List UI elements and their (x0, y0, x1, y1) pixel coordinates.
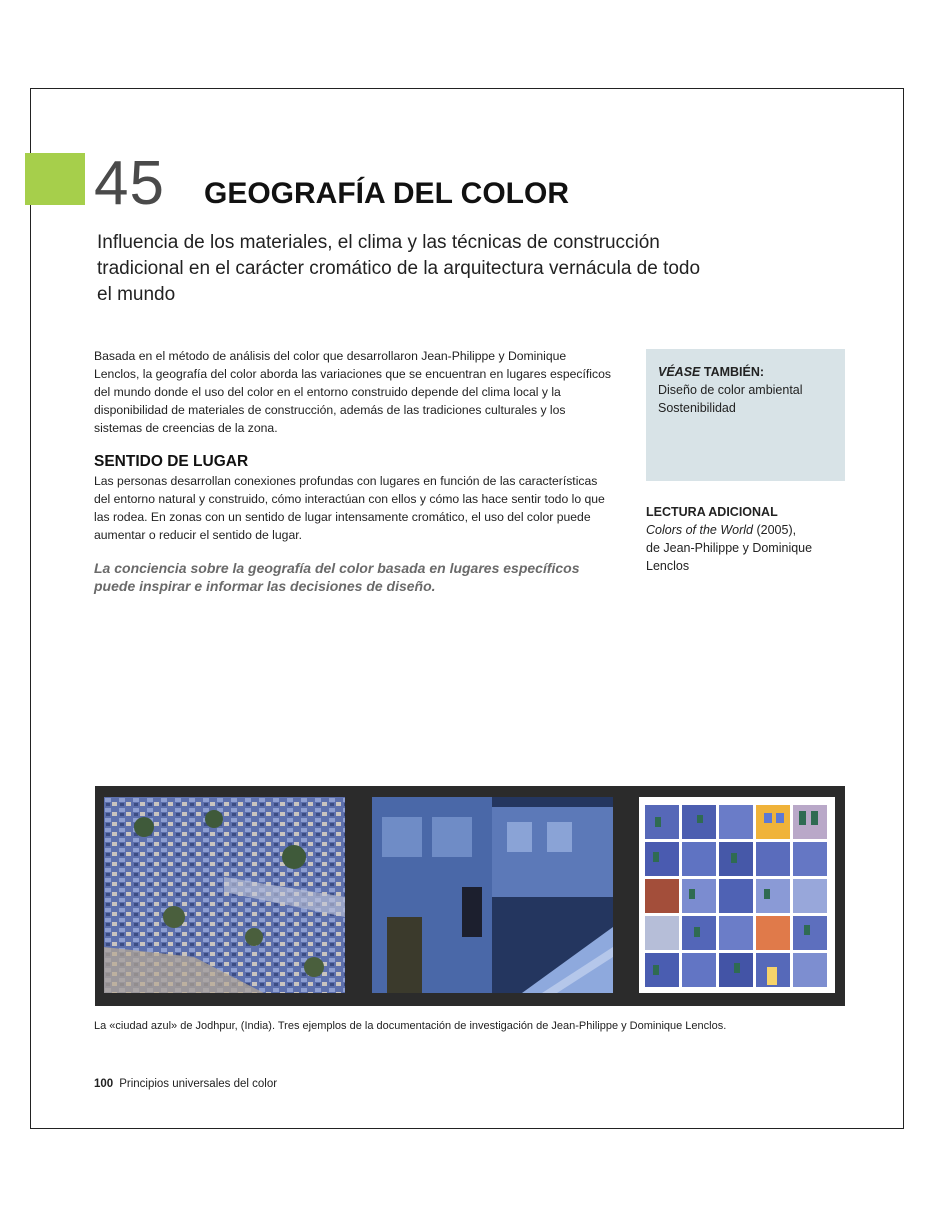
see-also-item: Diseño de color ambiental (658, 383, 803, 397)
running-title: Principios universales del color (119, 1078, 278, 1090)
chapter-subtitle: Influencia de los materiales, el clima y las técnicas de construcción tradicional en el carácter cromático de la arquitectura vernácula de todo el mundo (97, 232, 701, 305)
reading-authors: de Jean-Philippe y Dominique Lenclos (646, 541, 813, 573)
color-swatch-grid (639, 797, 835, 993)
pull-quote: La conciencia sobre la geografía del color basada en lugares específicos puede inspirar e informar las decisiones de diseño. (94, 560, 580, 594)
reading-book-title: Colors of the World (646, 523, 753, 537)
photo-gallery (95, 786, 845, 1006)
chapter-color-tab (25, 153, 85, 205)
blue-street-photo (372, 797, 613, 993)
reading-year: (2005), (756, 523, 797, 537)
further-reading (646, 503, 846, 575)
intro-paragraph: Basada en el método de análisis del color que desarrollaron Jean-Philippe y Dominique Lenclos, la geografía del color aborda las variaciones que se encuentran en lugares específicos del mundo donde el uso del color en el entorno construido depende del clima local y la disponibilidad de materiales de construcción, además de las tradiciones culturales y los sistemas de creencias de la zona. (94, 349, 611, 435)
aerial-city-photo (104, 797, 345, 993)
chapter-title: GEOGRAFÍA DEL COLOR (204, 177, 570, 210)
gallery-caption: La «ciudad azul» de Jodhpur, (India). Tres ejemplos de la documentación de investigación de Jean-Philippe y Dominique Lenclos. (94, 1020, 727, 1032)
see-also-heading (658, 363, 833, 381)
see-also-label: TAMBIÉN: (703, 365, 765, 379)
see-also-label-italic: VÉASE (658, 365, 701, 379)
see-also-box (646, 349, 845, 481)
page-footer (94, 1076, 277, 1092)
further-reading-entry (646, 521, 846, 539)
see-also-item: Sostenibilidad (658, 401, 736, 415)
section-heading: SENTIDO DE LUGAR (94, 453, 249, 470)
chapter-number: 45 (94, 149, 165, 218)
further-reading-heading: LECTURA ADICIONAL (646, 505, 778, 519)
section-paragraph: Las personas desarrollan conexiones profundas con lugares en función de las características del entorno natural y construido, cómo interactúan con ellos y cómo las hace sentir todo lo que las rodea. En zonas con un sentido de lugar intensamente cromático, el uso del color puede aumentar o reducir el sentido de lugar. (94, 474, 605, 542)
page-number: 100 (94, 1078, 114, 1090)
